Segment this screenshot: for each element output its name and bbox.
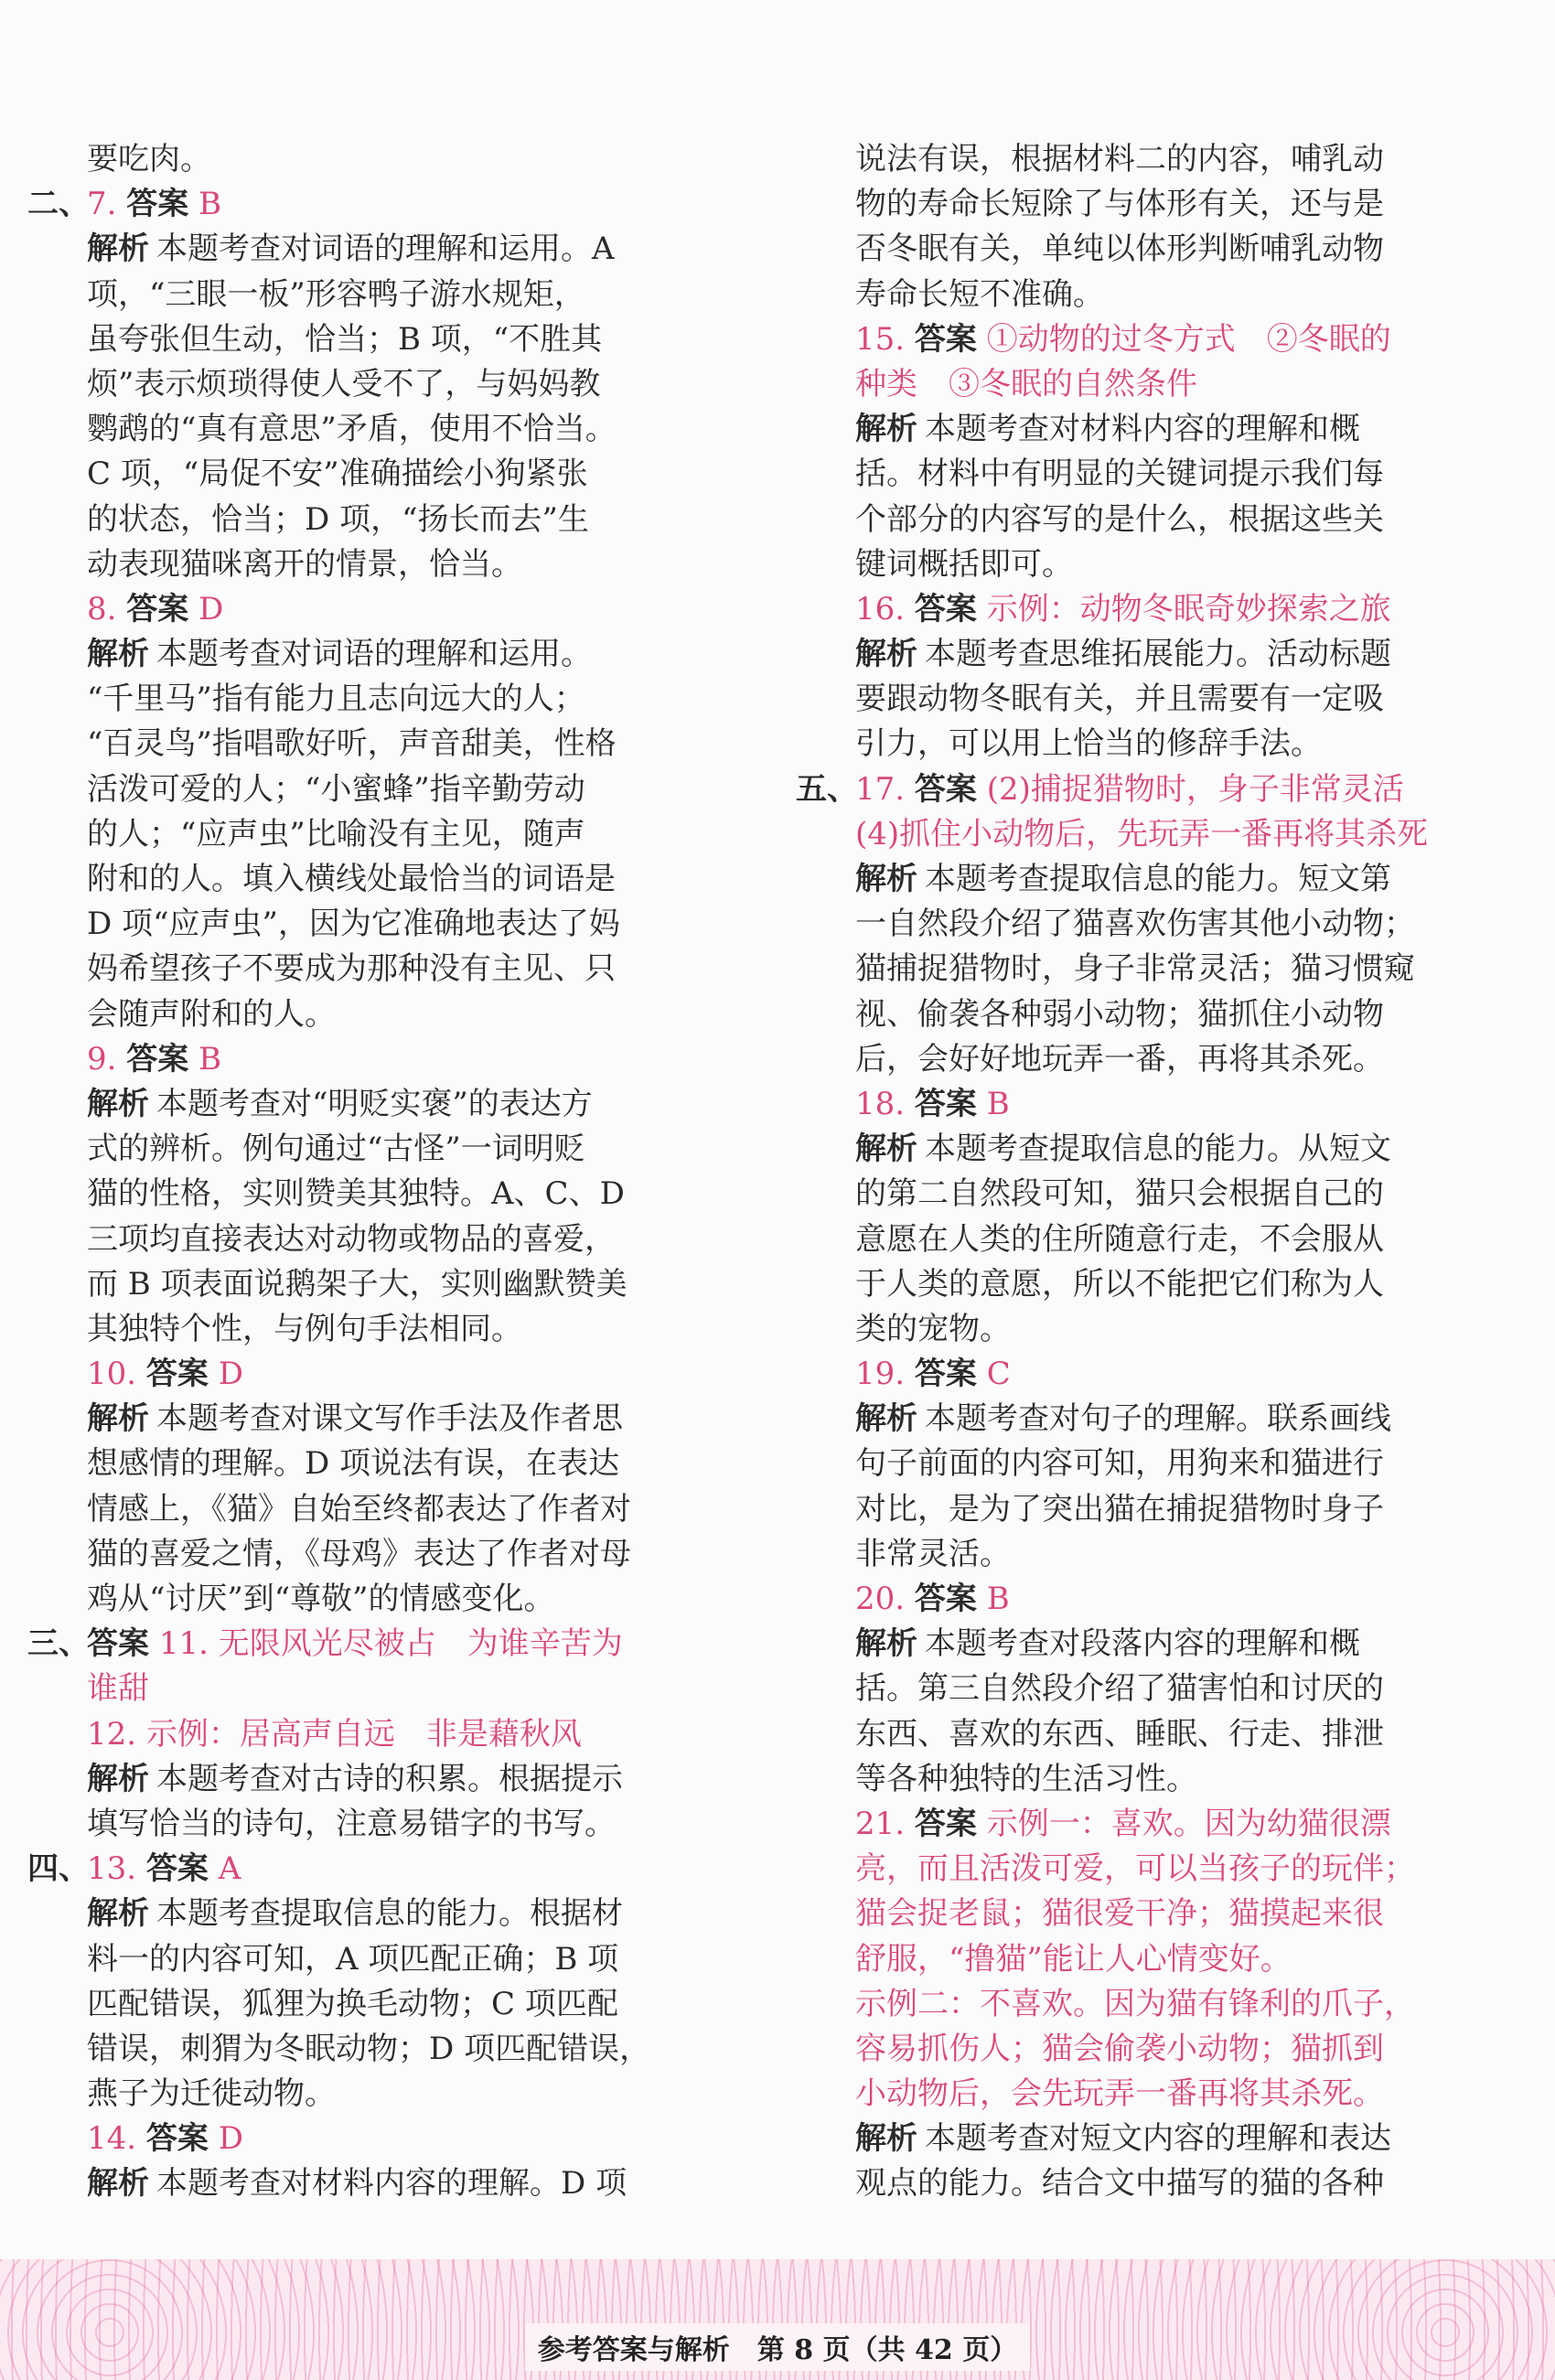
analysis-label: 解析 [87, 230, 149, 268]
analysis-label: 解析 [855, 2120, 917, 2158]
answer-label: 答案 [145, 1850, 209, 1888]
answer-label: 答案 [914, 1356, 977, 1393]
analysis-label: 解析 [87, 1895, 149, 1933]
analysis-line: 妈希望孩子不要成为那种没有主见、只 [87, 950, 616, 988]
section-2-label: 二、 [27, 186, 90, 223]
analysis-line: 情感上，《猫》自始至终都表达了作者对 [87, 1490, 631, 1528]
question-16-header [796, 587, 1454, 632]
answer-label: 答案 [914, 320, 977, 358]
answer-line: 种类 ③冬眠的自然条件 [855, 365, 1197, 402]
analysis-line [27, 1082, 686, 1127]
analysis-line: 寿命长短不准确。 [855, 275, 1104, 313]
question-21-header [796, 1802, 1454, 1847]
analysis-line [27, 2161, 686, 2206]
analysis-label: 解析 [855, 1131, 917, 1168]
question-8-header [27, 587, 686, 632]
answer-line: 谁甜 [87, 1670, 149, 1708]
analysis-text: 本题考查提取信息的能力。从短文 [925, 1131, 1391, 1168]
analysis-line [27, 1757, 686, 1802]
question-number: 21. [855, 1805, 906, 1842]
question-number: 16. [855, 590, 906, 627]
analysis-line: “千里马”指有能力且志向远大的人； [87, 681, 585, 718]
analysis-label: 解析 [855, 861, 917, 897]
analysis-line: 猫捕捉猎物时，身子非常灵活；猫习惯窥 [855, 950, 1415, 988]
answer-label: 答案 [145, 2120, 209, 2158]
question-number: 17. [855, 770, 906, 808]
answer-value: D [218, 2120, 243, 2158]
answer-line: 小动物后，会先玩弄一番再将其杀死。 [855, 2075, 1384, 2113]
analysis-line: 虽夸张但生动，恰当；B 项，“不胜其 [87, 320, 603, 358]
answer-line: 12. 示例：居高声自远 非是藉秋风 [87, 1715, 582, 1753]
analysis-line: 键词概括即可。 [855, 545, 1073, 583]
question-number: 7. [87, 186, 117, 223]
answer-value: B [986, 1085, 1010, 1122]
analysis-line: 引力，可以用上恰当的修辞手法。 [855, 725, 1322, 763]
analysis-text: 本题考查对材料内容的理解和概 [925, 411, 1360, 448]
section-4-label: 四、 [27, 1850, 90, 1888]
answer-label: 答案 [914, 1581, 977, 1617]
question-number: 18. [855, 1085, 906, 1122]
analysis-text: 本题考查对材料内容的理解。D 项 [156, 2165, 627, 2203]
answer-label: 答案 [914, 770, 977, 808]
question-20-header [796, 1577, 1454, 1622]
analysis-label: 解析 [87, 1400, 149, 1438]
answer-line: 猫会捉老鼠；猫很爱干净；猫摸起来很 [855, 1895, 1384, 1933]
question-number: 15. [855, 320, 906, 358]
analysis-line: 料一的内容可知，A 项匹配正确；B 项 [87, 1940, 619, 1978]
answer-line: 舒服，“撸猫”能让人心情变好。 [855, 1940, 1292, 1978]
text-line: 要吃肉。 [87, 141, 211, 177]
question-number: 8. [87, 590, 117, 627]
analysis-line: D 项“应声虫”，因为它准确地表达了妈 [87, 906, 620, 943]
answer-value: A [218, 1850, 241, 1888]
analysis-line: 猫的喜爱之情，《母鸡》表达了作者对母 [87, 1535, 631, 1572]
question-15-header [796, 317, 1454, 362]
analysis-line: 填写恰当的诗句，注意易错字的书写。 [87, 1805, 616, 1842]
answer-value: D [198, 590, 224, 627]
answer-value: C [986, 1356, 1011, 1393]
analysis-label: 解析 [855, 1625, 917, 1663]
left-column [27, 137, 686, 2207]
analysis-line: 意愿在人类的住所随意行走，不会服从 [855, 1220, 1384, 1258]
analysis-line: 等各种独特的生活习性。 [855, 1760, 1197, 1797]
question-number: 14. [87, 2120, 137, 2158]
analysis-line: 观点的能力。结合文中描写的猫的各种 [855, 2165, 1384, 2203]
analysis-line: 括。第三自然段介绍了猫害怕和讨厌的 [855, 1670, 1384, 1708]
analysis-text: 本题考查对“明贬实褒”的表达方 [156, 1085, 593, 1122]
analysis-line: 三项均直接表达对动物或物品的喜爱， [87, 1220, 616, 1258]
analysis-line: “百灵鸟”指唱歌好听，声音甜美，性格 [87, 725, 617, 763]
analysis-text: 本题考查思维拓展能力。活动标题 [925, 636, 1391, 673]
page-number-label: 参考答案与解析 第 8 页（共 42 页） [525, 2323, 1030, 2371]
answer-label: 答案 [914, 590, 977, 627]
section-5-label: 五、 [796, 770, 858, 808]
answer-value: ①动物的过冬方式 ②冬眠的 [986, 320, 1391, 358]
analysis-line: 匹配错误，狐狸为换毛动物；C 项匹配 [87, 1985, 618, 2022]
analysis-text: 本题考查对课文写作手法及作者思 [156, 1400, 623, 1438]
answer-value: D [218, 1356, 243, 1393]
analysis-line: 燕子为迁徙动物。 [87, 2075, 336, 2113]
answer-value: 示例一：喜欢。因为幼猫很漂 [986, 1805, 1391, 1842]
analysis-line [796, 632, 1454, 677]
answer-line: (4)抓住小动物后，先玩弄一番再将其杀死 [855, 815, 1429, 852]
analysis-label: 解析 [855, 411, 917, 448]
analysis-label: 解析 [87, 636, 149, 673]
question-number: 10. [87, 1356, 137, 1393]
analysis-line: 其独特个性，与例句手法相同。 [87, 1310, 522, 1347]
question-7-header [27, 182, 686, 227]
question-18-header [796, 1082, 1454, 1127]
answer-value: B [198, 186, 222, 223]
answer-label: 答案 [914, 1805, 977, 1842]
answer-line: 容易抓伤人；猫会偷袭小动物；猫抓到 [855, 2030, 1384, 2067]
question-9-header [27, 1037, 686, 1082]
analysis-label: 解析 [855, 1400, 917, 1438]
analysis-line: 否冬眠有关，单纯以体形判断哺乳动物 [855, 230, 1384, 268]
analysis-label: 解析 [87, 2165, 149, 2203]
question-10-header [27, 1352, 686, 1397]
question-17-header [796, 767, 1454, 812]
analysis-text: 本题考查对词语的理解和运用。A [156, 230, 615, 268]
analysis-line: 鸡从“讨厌”到“尊敬”的情感变化。 [87, 1581, 555, 1617]
answer-value: B [986, 1581, 1010, 1617]
analysis-label: 解析 [855, 636, 917, 673]
analysis-line: 的第二自然段可知，猫只会根据自己的 [855, 1175, 1384, 1213]
analysis-line: 想感情的理解。D 项说法有误，在表达 [87, 1445, 620, 1483]
analysis-label: 解析 [87, 1085, 149, 1122]
question-11-header [27, 1622, 686, 1667]
section-3-label: 三、 [27, 1625, 90, 1663]
answer-label: 答案 [126, 590, 189, 627]
analysis-line: 的状态，恰当；D 项，“扬长而去”生 [87, 500, 589, 538]
analysis-line: 物的寿命长短除了与体形有关，还与是 [855, 186, 1384, 223]
analysis-line [796, 1127, 1454, 1172]
analysis-line: 非常灵活。 [855, 1535, 1011, 1572]
analysis-text: 本题考查对短文内容的理解和表达 [925, 2120, 1391, 2158]
answer-label: 答案 [914, 1085, 977, 1122]
analysis-line: 句子前面的内容可知，用狗来和猫进行 [855, 1445, 1384, 1483]
question-number: 20. [855, 1581, 906, 1617]
right-column [796, 137, 1454, 2207]
analysis-line [27, 1397, 686, 1442]
analysis-line: 要跟动物冬眠有关，并且需要有一定吸 [855, 681, 1384, 718]
answer-line: 示例二：不喜欢。因为猫有锋利的爪子， [855, 1985, 1415, 2022]
analysis-line [796, 857, 1454, 902]
analysis-line: 视、偷袭各种弱小动物；猫抓住小动物 [855, 995, 1384, 1033]
analysis-line: 项，“三眼一板”形容鸭子游水规矩， [87, 275, 585, 313]
analysis-line: 鹦鹉的“真有意思”矛盾，使用不恰当。 [87, 411, 617, 448]
analysis-text: 本题考查对古诗的积累。根据提示 [156, 1760, 623, 1797]
page-footer [0, 2323, 1555, 2371]
analysis-line: 于人类的意愿，所以不能把它们称为人 [855, 1265, 1384, 1303]
analysis-line: 东西、喜欢的东西、睡眠、行走、排泄 [855, 1715, 1384, 1753]
question-number: 9. [87, 1040, 117, 1077]
analysis-label: 解析 [87, 1760, 149, 1797]
analysis-line: 活泼可爱的人；“小蜜蜂”指辛勤劳动 [87, 770, 585, 808]
answer-value: B [198, 1040, 222, 1077]
analysis-line: 括。材料中有明显的关键词提示我们每 [855, 456, 1384, 493]
analysis-line: 附和的人。填入横线处最恰当的词语是 [87, 861, 616, 897]
analysis-line [27, 227, 686, 272]
question-19-header [796, 1352, 1454, 1397]
analysis-line [796, 1622, 1454, 1667]
analysis-text: 本题考查对词语的理解和运用。 [156, 636, 592, 673]
answer-value: 示例：动物冬眠奇妙探索之旅 [986, 590, 1391, 627]
analysis-line: 一自然段介绍了猫喜欢伤害其他小动物； [855, 906, 1415, 943]
analysis-line: 类的宠物。 [855, 1310, 1011, 1347]
answer-label: 答案 [145, 1356, 209, 1393]
question-13-header [27, 1847, 686, 1892]
analysis-line [27, 632, 686, 677]
analysis-line: 而 B 项表面说鹅架子大，实则幽默赞美 [87, 1265, 627, 1303]
answer-label: 答案 [87, 1625, 149, 1663]
analysis-text: 本题考查对句子的理解。联系画线 [925, 1400, 1391, 1438]
question-number: 19. [855, 1356, 906, 1393]
analysis-text: 本题考查对段落内容的理解和概 [925, 1625, 1360, 1663]
answer-line: 亮，而且活泼可爱，可以当孩子的玩伴； [855, 1850, 1415, 1888]
analysis-text: 本题考查提取信息的能力。短文第 [925, 861, 1391, 897]
analysis-line: 的人；“应声虫”比喻没有主见，随声 [87, 815, 585, 852]
answer-label: 答案 [126, 186, 189, 223]
analysis-line [796, 2117, 1454, 2161]
analysis-line: 后，会好好地玩弄一番，再将其杀死。 [855, 1040, 1384, 1077]
analysis-line: 猫的性格，实则赞美其独特。A、C、D [87, 1175, 625, 1213]
analysis-line: 错误，刺猬为冬眠动物；D 项匹配错误， [87, 2030, 651, 2067]
analysis-line: 动表现猫咪离开的情景，恰当。 [87, 545, 522, 583]
analysis-line: C 项，“局促不安”准确描绘小狗紧张 [87, 456, 588, 493]
analysis-line [27, 1892, 686, 1936]
question-14-header [27, 2117, 686, 2161]
analysis-text: 本题考查提取信息的能力。根据材 [156, 1895, 623, 1933]
analysis-line [796, 1397, 1454, 1442]
analysis-line: 个部分的内容写的是什么，根据这些关 [855, 500, 1384, 538]
answer-label: 答案 [126, 1040, 189, 1077]
analysis-line: 对比，是为了突出猫在捕捉猎物时身子 [855, 1490, 1384, 1528]
analysis-line [796, 407, 1454, 452]
analysis-line: 说法有误，根据材料二的内容，哺乳动 [855, 141, 1384, 177]
question-number: 13. [87, 1850, 137, 1888]
analysis-line: 式的辨析。例句通过“古怪”一词明贬 [87, 1131, 585, 1168]
answer-value: (2)捕捉猎物时，身子非常灵活 [986, 770, 1404, 808]
analysis-line: 会随声附和的人。 [87, 995, 336, 1033]
analysis-line: 烦”表示烦琐得使人受不了，与妈妈教 [87, 365, 601, 402]
answer-value: 11. 无限风光尽被占 为谁辛苦为 [158, 1625, 623, 1663]
